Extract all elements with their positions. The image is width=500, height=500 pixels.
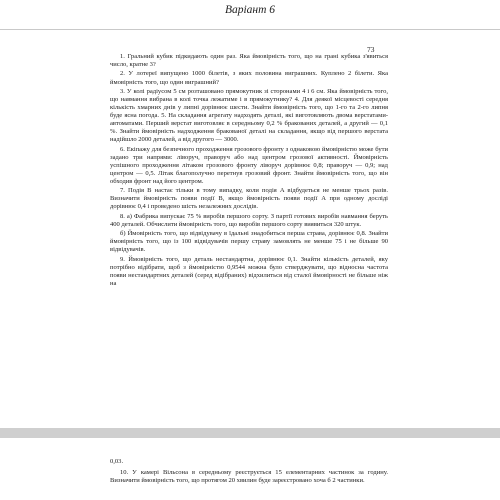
problem-8b: б) Ймовірність того, що відвідувачу в їдальні знадобиться перша страва, дорівнює 0,8. Знайти ймовірність того, що із 100 відвідувачів першу страву замовлять не менше 75 і не більше 90 відвідувачів. [110, 230, 388, 254]
page-break-bar [0, 428, 500, 438]
problem-8a: 8. а) Фабрика випускає 75 % виробів першого сорту. З партії готових виробів навмання беруть 400 деталей. Обчислити ймовірність того, що виробів першого сорту виявиться 320 штук. [110, 212, 388, 228]
problem-7: 7. Подія B настає тільки в тому випадку, коли подія A відбудеться не менше трьох разів. Визначити ймовірність появи події B, якщо ймовірність появи події A при одному досліді дорівнює 0,4 і проведено шість незалежних дослідів. [110, 187, 388, 211]
problem-10: 10. У камері Вільсона в середньому реєструється 15 елементарних частинок за годину. Визначити ймовірність того, що протягом 20 хвилин буде зареєстровано хоча б 2 частинки. [110, 469, 388, 485]
problem-1: 1. Гральний кубик підкидають один раз. Яка ймовірність того, що на грані кубика з'явиться число, кратне 3? [110, 53, 388, 69]
page-number: 73 [367, 45, 375, 54]
problem-3-5: 3. У колі радіусом 5 см розташовано прямокутник зі сторонами 4 і 6 см. Яка ймовірність того, що навмання вибрана в колі точка лежатиме і в прямокутнику? 4. Для деякої місцевості середня кількість хмарних днів у липні дорівнює шести. Знайти ймовірність того, що 1-го та 2-го липня буде ясна погода. 5. На складання агрегату надходять деталі, які виготовляють двома верстатами-автоматами. Перший верстат виготовляє в середньому 0,2 % бракованих деталей, а другий — 0,1 %. Знайти ймовірність надходження бракованої деталі на складання, якщо від першого верстата надійшло 2000 деталей, а від другого — 3000. [110, 87, 388, 144]
problem-9-continuation: 0,03. [110, 458, 124, 465]
problem-2: 2. У лотереї випущено 1000 білетів, з яких половина виграшних. Куплено 2 білети. Яка ймовірність того, що один виграшний? [110, 70, 388, 86]
problem-list [110, 53, 388, 289]
problem-6: 6. Екіпажу для безпечного проходження грозового фронту з однаковою ймовірністю може бути задано три напрями: ліворуч, праворуч або над центром грозової активності. Ймовірність успішного проходження літаком грозового фронту ліворуч дорівнює 0,8; праворуч — 0,9; над центром — 0,5. Літак благополучно перетнув грозовий фронт. Знайти ймовірність того, що він обходив фронт над його центром. [110, 145, 388, 185]
problem-9: 9. Ймовірність того, що деталь нестандартна, дорівнює 0,1. Знайти кількість деталей, яку потрібно відібрати, щоб з ймовірністю 0,9544 можна було стверджувати, що відносна частота появи нестандартних деталей (серед відібраних) відхилиться від сталої ймовірності не більше ніж на [110, 255, 388, 287]
variant-title: Варіант 6 [224, 4, 276, 16]
next-page-content [110, 458, 388, 487]
header-bar [0, 0, 500, 30]
